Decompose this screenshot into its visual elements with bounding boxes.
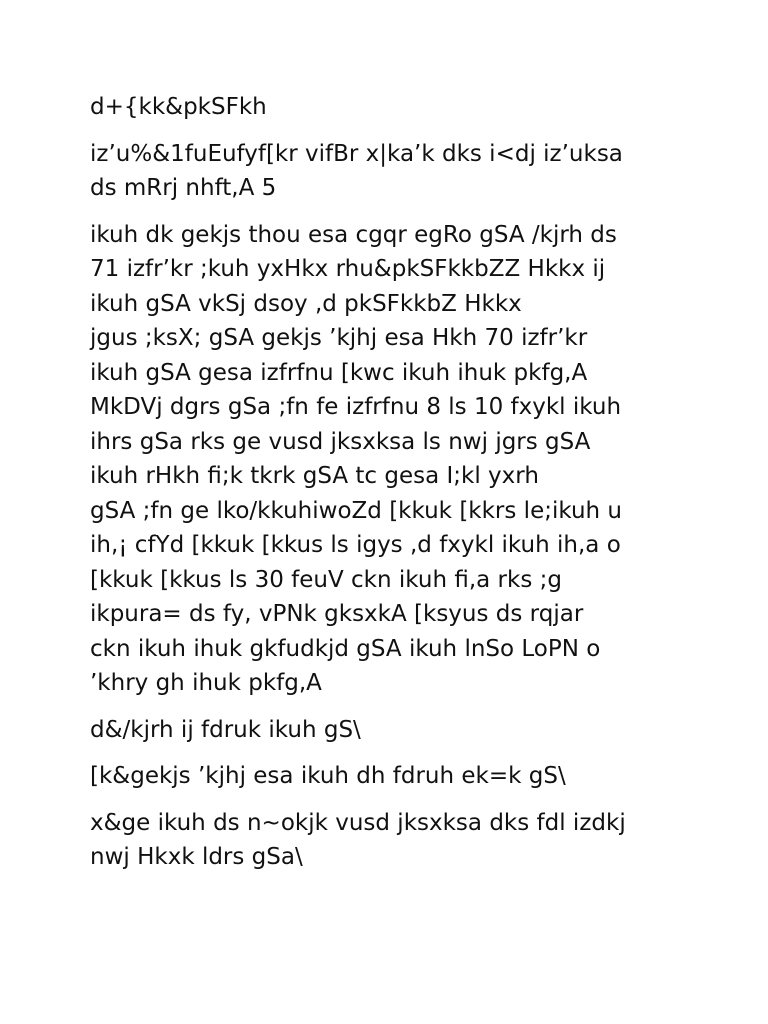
section-title xyxy=(90,90,700,125)
question-3-line: x&ge ikuh ds n~okjk vusd jksxksa dks fdl izdkj xyxy=(90,809,626,836)
passage-line: jgus ;ksX; gSA gekjs ’kjhj esa Hkh 70 izfr’kr xyxy=(90,325,588,351)
question-3 xyxy=(90,806,700,875)
question-1-text: d&/kjrh ij fdruk ikuh gS\ xyxy=(90,716,361,743)
passage-line: ’khry gh ihuk pkfg,A xyxy=(90,670,322,696)
passage-line: ikuh gSA gesa izfrfnu [kwc ikuh ihuk pkfg,A xyxy=(90,359,588,386)
passage-line: ihrs gSa rks ge vusd jksxksa ls nwj jgrs gSA xyxy=(90,428,591,455)
passage-line: gSA ;fn ge lko/kkuhiwoZd [kkuk [kkrs le;ikuh u xyxy=(90,497,623,524)
passage-line: ih,¡ cfYd [kkuk [kkus ls igys ,d fxykl ikuh ih,a o xyxy=(90,532,621,558)
question-2 xyxy=(90,759,700,794)
question-instruction-line: ds mRrj nhft,A 5 xyxy=(90,175,277,201)
passage-line: ikpura= ds fy, vPNk gksxkA [ksyus ds rqjar xyxy=(90,601,584,627)
document-page xyxy=(90,90,700,887)
question-1 xyxy=(90,713,700,748)
passage-line: [kkuk [kkus ls 30 feuV ckn ikuh fi,a rks ;g xyxy=(90,566,562,593)
passage-line: ikuh dk gekjs thou esa cgqr egRo gSA /kjrh ds xyxy=(90,221,617,248)
passage-line: ckn ikuh ihuk gkfudkjd gSA ikuh lnSo LoPN o xyxy=(90,635,601,662)
question-3-line: nwj Hkxk ldrs gSa\ xyxy=(90,844,303,870)
passage-line: ikuh gSA vkSj dsoy ,d pkSFkkbZ Hkkx xyxy=(90,290,522,317)
question-instruction-line: iz’u%&1fuEufyf[kr vifBr x|ka’k dks i<dj iz’uksa xyxy=(90,140,623,167)
passage-line: ikuh rHkh fi;k tkrk gSA tc gesa I;kl yxrh xyxy=(90,463,539,489)
question-instruction xyxy=(90,137,700,206)
question-2-text: [k&gekjs ’kjhj esa ikuh dh fdruh ek=k gS\ xyxy=(90,763,566,789)
section-title-text: d+{kk&pkSFkh xyxy=(90,94,267,120)
passage-line: MkDVj dgrs gSa ;fn fe izfrfnu 8 ls 10 fxykl ikuh xyxy=(90,394,622,420)
passage-paragraph xyxy=(90,218,700,701)
passage-line: 71 izfr’kr ;kuh yxHkx rhu&pkSFkkbZZ Hkkx ij xyxy=(90,256,606,282)
